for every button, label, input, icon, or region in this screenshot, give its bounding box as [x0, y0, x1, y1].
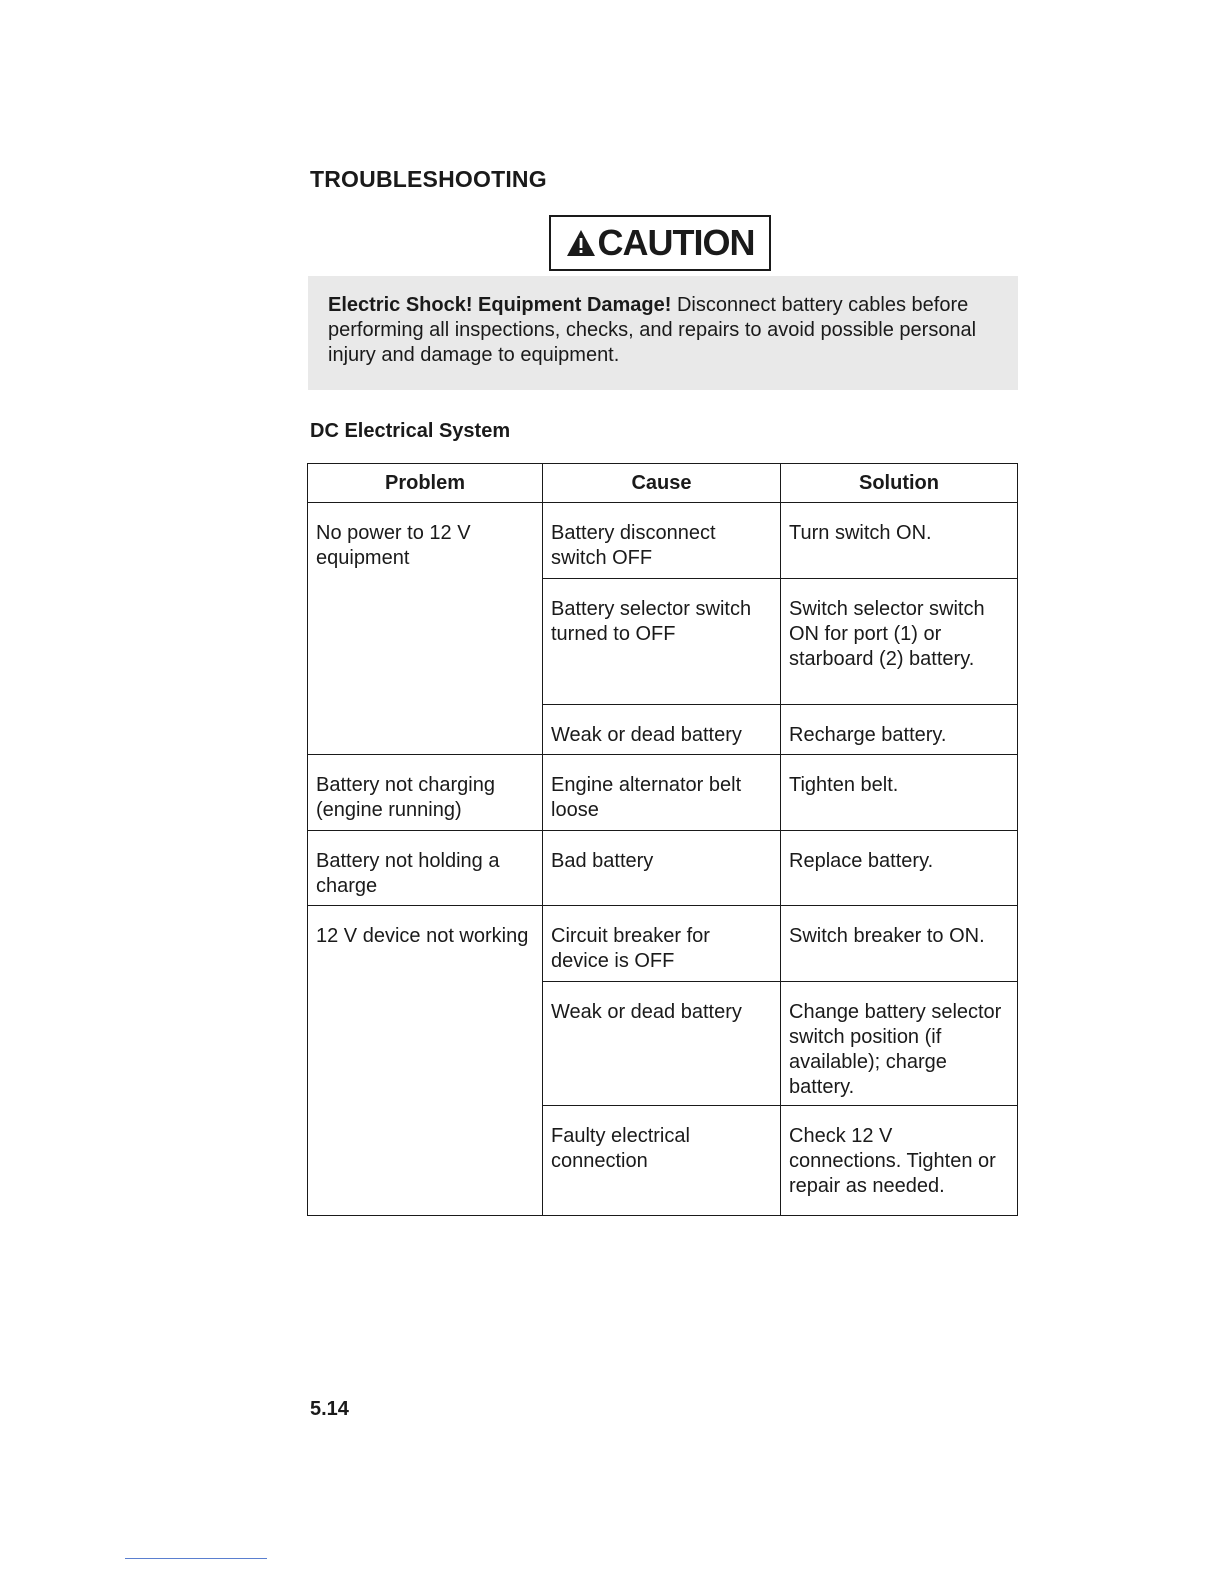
page-number: 5.14	[310, 1398, 349, 1420]
header-cause: Cause	[543, 464, 781, 503]
table-row	[308, 831, 1018, 906]
caution-message	[308, 276, 1018, 390]
solution-cell: Recharge battery.	[781, 705, 1018, 755]
caution-label: CAUTION	[597, 222, 755, 263]
table-header-row	[308, 464, 1018, 503]
solution-cell: Replace battery.	[781, 831, 1018, 906]
header-problem: Problem	[308, 464, 543, 503]
footer-rule	[125, 1558, 267, 1559]
cause-cell: Weak or dead battery	[543, 705, 781, 755]
cause-cell: Battery disconnect switch OFF	[543, 503, 781, 579]
problem-cell: 12 V device not working	[308, 906, 543, 1216]
problem-cell: Battery not holding a charge	[308, 831, 543, 906]
section-title: TROUBLESHOOTING	[310, 166, 547, 192]
solution-cell: Change battery selector switch position (if available); charge battery.	[781, 982, 1018, 1106]
table-row	[308, 755, 1018, 831]
solution-cell: Switch breaker to ON.	[781, 906, 1018, 982]
solution-cell: Switch selector switch ON for port (1) or starboard (2) battery.	[781, 579, 1018, 705]
problem-cell: Battery not charging (engine running)	[308, 755, 543, 831]
header-solution: Solution	[781, 464, 1018, 503]
cause-cell: Battery selector switch turned to OFF	[543, 579, 781, 705]
cause-cell: Weak or dead battery	[543, 982, 781, 1106]
cause-cell: Engine alternator belt loose	[543, 755, 781, 831]
problem-cell: No power to 12 V equipment	[308, 503, 543, 755]
warning-triangle-icon	[566, 229, 596, 257]
cause-cell: Faulty electrical connection	[543, 1106, 781, 1216]
solution-cell: Check 12 V connections. Tighten or repair as needed.	[781, 1106, 1018, 1216]
troubleshooting-table	[307, 463, 1018, 1216]
cause-cell: Bad battery	[543, 831, 781, 906]
caution-message-bold: Electric Shock! Equipment Damage!	[328, 294, 672, 316]
solution-cell: Turn switch ON.	[781, 503, 1018, 579]
caution-message-text: Disconnect battery cables before performing all inspections, checks, and repairs to avoid possible personal injury and damage to equipment.	[328, 294, 977, 366]
cause-cell: Circuit breaker for device is OFF	[543, 906, 781, 982]
caution-label-box	[549, 215, 771, 271]
table-row	[308, 906, 1018, 982]
table-row	[308, 503, 1018, 579]
subsection-title: DC Electrical System	[310, 420, 511, 442]
solution-cell: Tighten belt.	[781, 755, 1018, 831]
